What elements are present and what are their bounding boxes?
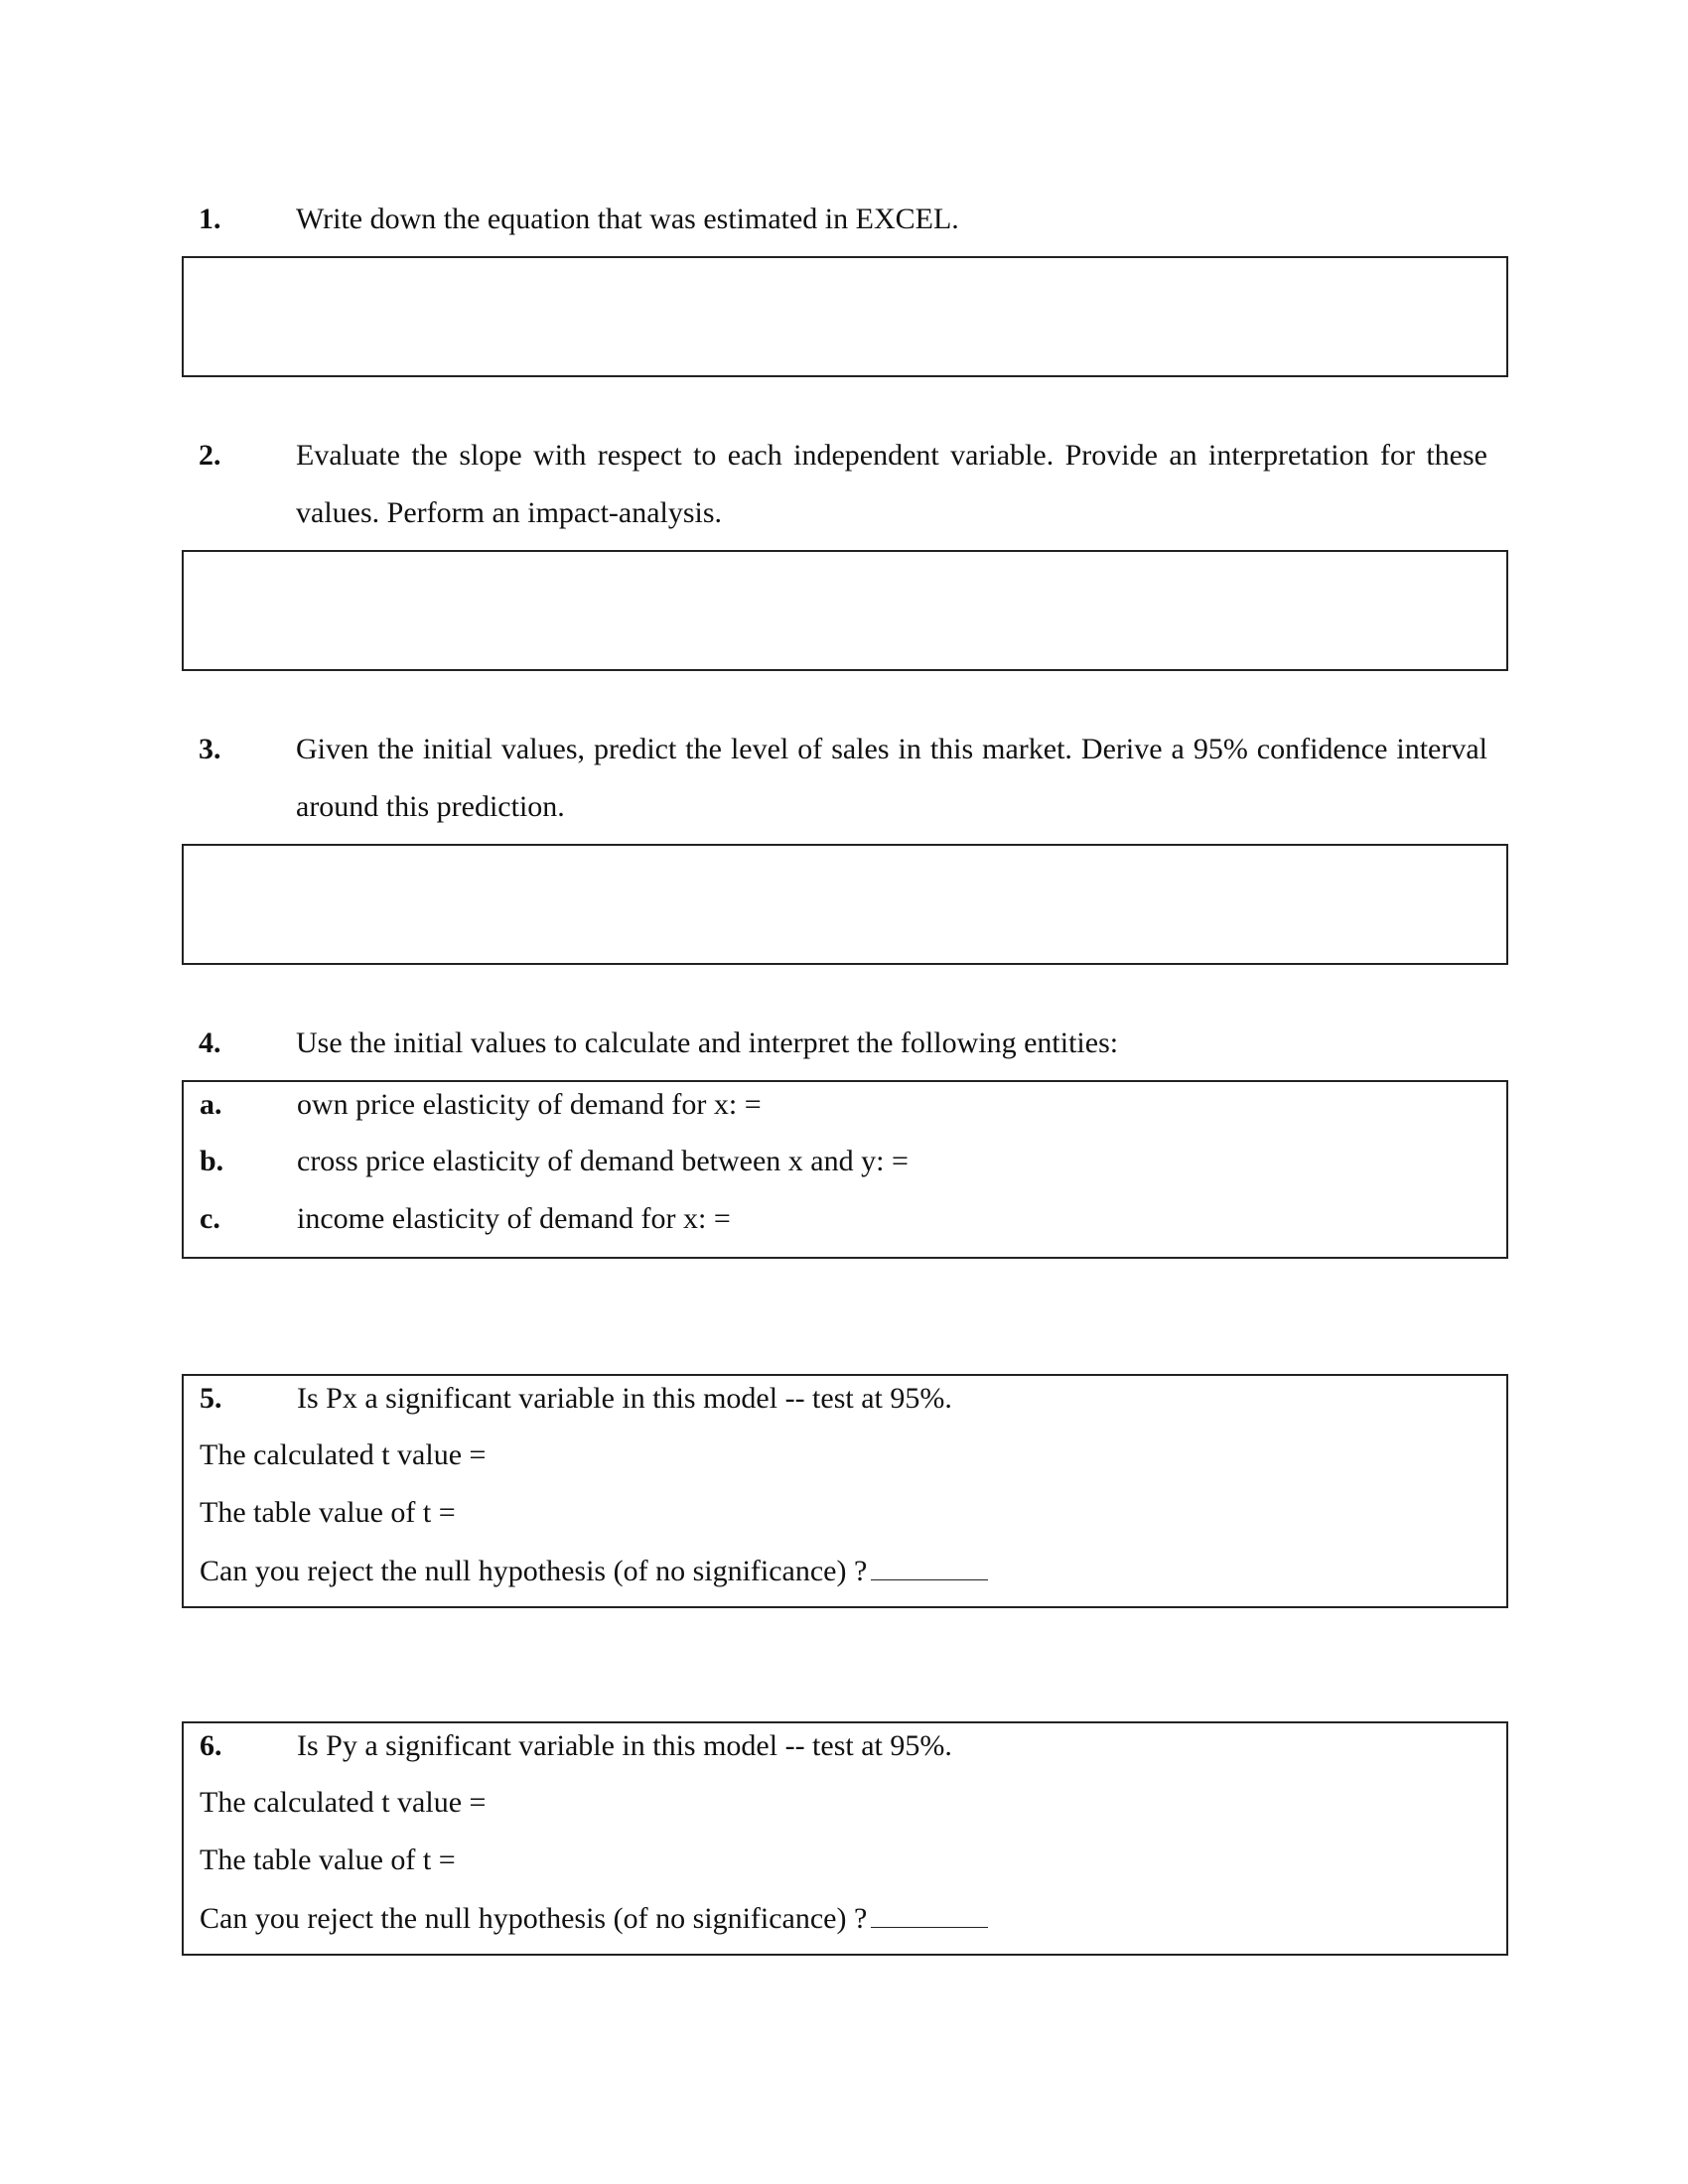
question-number: 5. <box>200 1382 222 1415</box>
question-text: Evaluate the slope with respect to each independent variable. Provide an interpretation for these values. Perform an impact-analysis. <box>296 439 1487 529</box>
calculated-t-value: The calculated t value = <box>200 1438 487 1471</box>
table-t-value: The table value of t = <box>200 1496 456 1529</box>
table-t-value: The table value of t = <box>200 1843 456 1876</box>
item-label: b. <box>200 1145 224 1177</box>
question-text: Given the initial values, predict the level of sales in this market. Derive a 95% confidence interval around this prediction. <box>296 733 1487 823</box>
answer-box-6[interactable] <box>182 1721 1508 1956</box>
question-number: 4. <box>199 1026 221 1059</box>
question-number: 1. <box>199 203 221 235</box>
reject-null-text: Can you reject the null hypothesis (of no significance) ? <box>200 1555 868 1587</box>
answer-blank[interactable] <box>871 1554 988 1580</box>
question-number: 2. <box>199 439 221 472</box>
item-text: cross price elasticity of demand between x and y: = <box>297 1145 909 1177</box>
reject-null-text: Can you reject the null hypothesis (of no significance) ? <box>200 1902 868 1935</box>
question-1 <box>199 191 1489 250</box>
item-label: a. <box>200 1088 222 1121</box>
item-label: c. <box>200 1202 220 1235</box>
answer-box-3[interactable] <box>182 844 1508 965</box>
answer-box-1[interactable] <box>182 256 1508 377</box>
question-number: 6. <box>200 1729 222 1762</box>
question-text: Use the initial values to calculate and interpret the following entities: <box>296 1026 1119 1059</box>
question-text: Write down the equation that was estimated in EXCEL. <box>296 203 959 235</box>
question-text: Is Px a significant variable in this model -- test at 95%. <box>297 1382 952 1415</box>
question-3 <box>199 721 1489 836</box>
item-text: income elasticity of demand for x: = <box>297 1202 731 1235</box>
question-2 <box>199 427 1489 542</box>
answer-box-4[interactable] <box>182 1080 1508 1259</box>
answer-blank[interactable] <box>871 1901 988 1928</box>
reject-null-question <box>200 1554 988 1588</box>
answer-box-2[interactable] <box>182 550 1508 671</box>
calculated-t-value: The calculated t value = <box>200 1786 487 1819</box>
question-number: 3. <box>199 733 221 765</box>
item-text: own price elasticity of demand for x: = <box>297 1088 762 1121</box>
reject-null-question <box>200 1901 988 1936</box>
question-4 <box>199 1015 1489 1074</box>
answer-box-5[interactable] <box>182 1374 1508 1608</box>
question-text: Is Py a significant variable in this model -- test at 95%. <box>297 1729 952 1762</box>
